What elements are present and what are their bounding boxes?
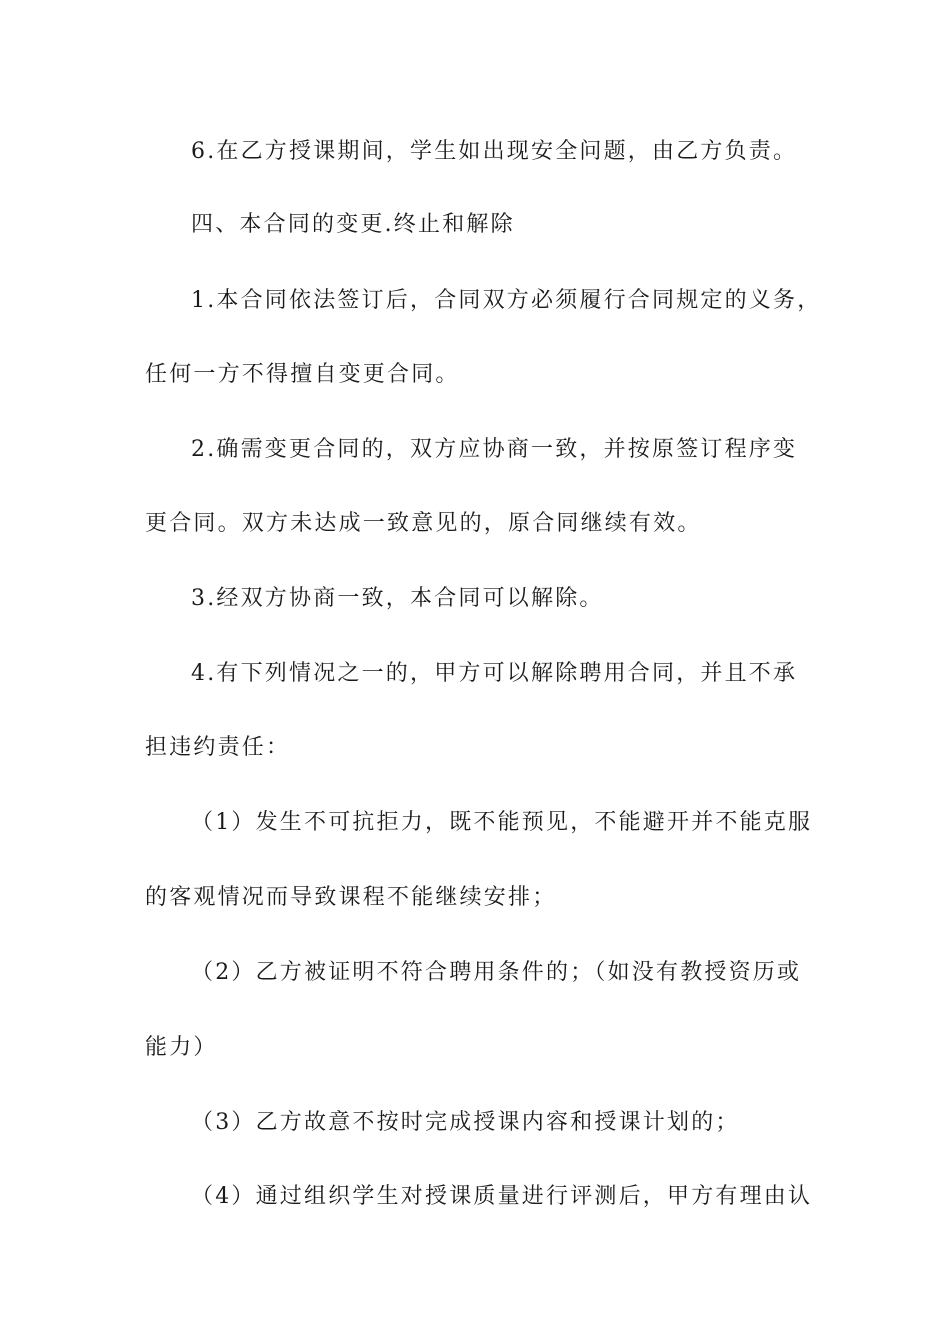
- clause-4-1-line-2: 任何一方不得擅自变更合同。: [145, 362, 460, 387]
- clause-4-4-line-2: 担违约责任：: [145, 735, 291, 760]
- item-3: （3）乙方故意不按时完成授课内容和授课计划的；: [191, 1110, 740, 1135]
- section-4-heading: 四、本合同的变更.终止和解除: [191, 212, 515, 237]
- item-1-line-2: 的客观情况而导致课程不能继续安排；: [145, 885, 557, 910]
- item-2-line-2: 能力）: [145, 1035, 218, 1060]
- item-2-line-1: （2）乙方被证明不符合聘用条件的；（如没有教授资历或: [191, 960, 802, 985]
- clause-3-6: 6.在乙方授课期间，学生如出现安全问题，由乙方负责。: [191, 139, 798, 164]
- clause-4-1-line-1: 1.本合同依法签订后，合同双方必须履行合同规定的义务，: [191, 288, 822, 313]
- clause-4-2-line-1: 2.确需变更合同的，双方应协商一致，并按原签订程序变: [191, 437, 798, 462]
- clause-4-4-line-1: 4.有下列情况之一的，甲方可以解除聘用合同，并且不承: [191, 661, 798, 686]
- clause-4-2-line-2: 更合同。双方未达成一致意见的，原合同继续有效。: [145, 511, 702, 536]
- item-4-line-1: （4）通过组织学生对授课质量进行评测后，甲方有理由认: [191, 1184, 813, 1209]
- clause-4-3: 3.经双方协商一致，本合同可以解除。: [191, 586, 604, 611]
- item-1-line-1: （1）发生不可抗拒力，既不能预见，不能避开并不能克服: [191, 810, 813, 835]
